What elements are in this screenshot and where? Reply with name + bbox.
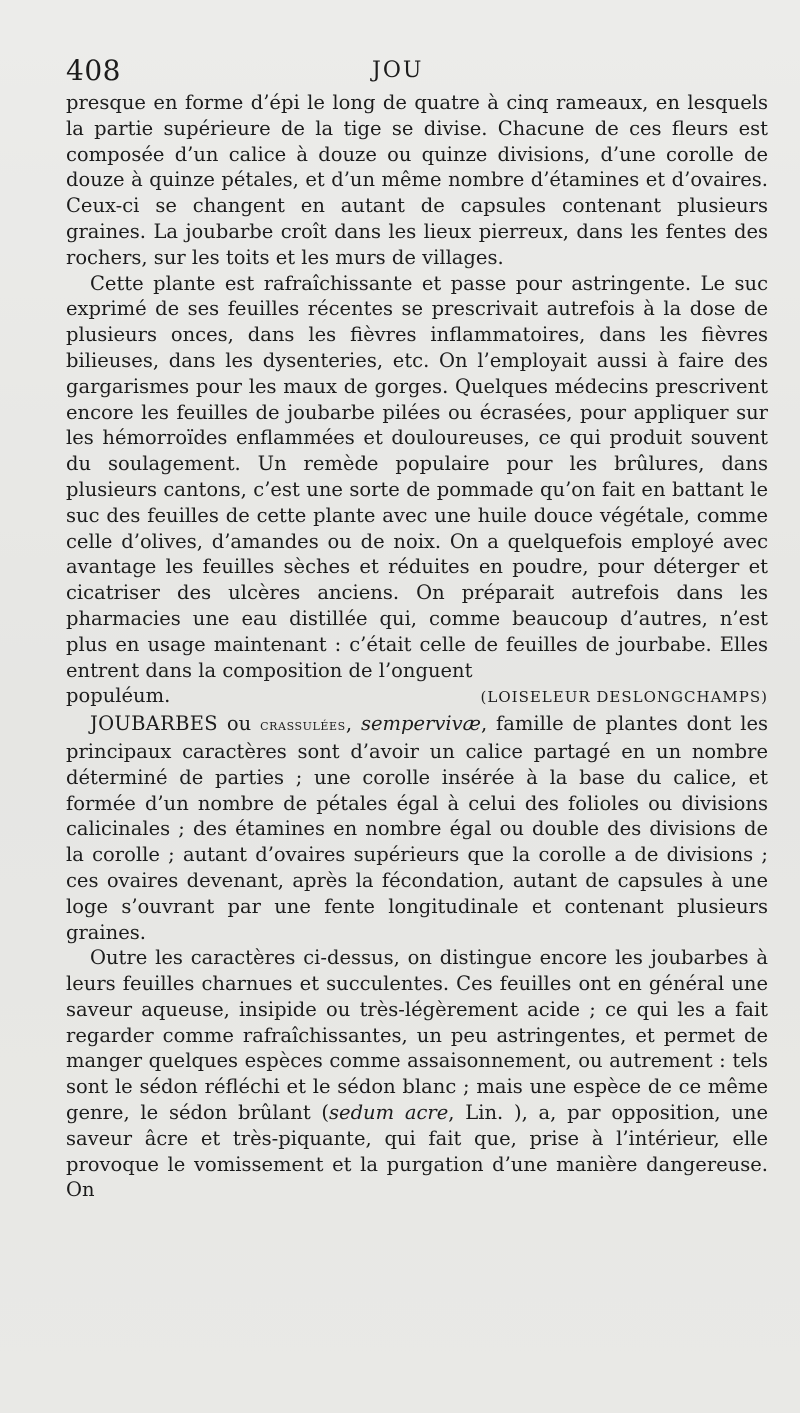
page-number: 408 — [66, 54, 121, 87]
paragraph-characters-b: , Lin. ), a, par opposition, une saveur âcre et très-piquante, qui fait que, prise à l’intérieur, elle provoque le vomissement et la purgation d’une manière dangereuse. On — [66, 1101, 768, 1202]
entry-alt-name: crassulées — [260, 716, 346, 735]
paragraph-properties — [66, 271, 768, 684]
paragraph-signature-line — [66, 683, 768, 711]
paragraph-properties-text: Cette plante est rafraîchissante et passe pour astringente. Le suc exprimé de ses feuilles récentes se prescrivait autrefois à la dose de plusieurs onces, dans les fièvres inflammatoires, dans les fièvres bilieuses, dans les dysenteries, etc. On l’employait aussi à faire des gargarismes pour les maux de gorges. Quelques médecins prescrivent encore les feuilles de joubarbe pilées ou écrasées, pour appliquer sur les hémorroïdes enflammées et douloureuses, ce qui produit souvent du soulagement. Un remède populaire pour les brûlures, dans plusieurs cantons, c’est une sorte de pommade qu’on fait en battant le suc des feuilles de cette plante avec une huile douce végétale, comme celle d’olives, d’amandes ou de noix. On a quelquefois employé avec avantage les feuilles sèches et réduites en poudre, pour déterger et cicatriser des ulcères anciens. On préparait autrefois dans les pharmacies une eau distillée qui, comme beaucoup d’autres, n’est plus en usage maintenant : c’était celle de feuilles de jourbabe. Elles entrent dans la composition de l’onguent — [66, 271, 768, 682]
entry-headword: JOUBARBES — [90, 712, 218, 736]
paragraph-continuation: presque en forme d’épi le long de quatre à cinq rameaux, en lesquels la partie supérieure de la tige se divise. Chacune de ces fleurs est composée d’un calice à douze ou quinze divisions, d’une corolle de douze à quinze pétales, et d’un même nombre d’étamines et d’ovaires. Ceux-ci se changent en autant de capsules contenant plusieurs graines. La joubarbe croît dans les lieux pierreux, dans les fentes des rochers, sur les toits et les murs de villages. — [66, 91, 768, 269]
page-header — [66, 54, 768, 90]
entry-latin-name: sempervivæ — [360, 712, 481, 736]
entry-definition: , famille de plantes dont les principaux caractères sont d’avoir un calice partagé en un nombre déterminé de parties ; une corolle insérée à la base du calice, et formée d’un nombre de pétales égal à celui des folioles ou divisions calicinales ; des étamines en nombre égal ou double des divisions de la corolle ; autant d’ovaires supérieurs que la corolle a de divisions ; ces ovaires devenant, après la fécondation, autant de capsules à une loge s’ouvrant par une fente longitudinale et contenant plusieurs graines. — [66, 712, 768, 944]
paragraph-properties-end: populéum. — [66, 684, 171, 708]
body-text — [66, 90, 768, 1203]
latin-sedum-acre: sedum acre — [329, 1101, 449, 1125]
paragraph-characters — [66, 945, 768, 1203]
author-signature: (LOISELEUR DESLONGCHAMPS) — [480, 688, 768, 707]
running-head: JOU — [372, 58, 424, 83]
entry-ou: ou — [226, 712, 252, 736]
paragraph-characters-a: Outre les caractères ci-dessus, on distingue encore les joubarbes à leurs feuilles charnues et succulentes. Ces feuilles ont en général une saveur aqueuse, insipide ou très-légèrement acide ; ce qui les a fait regarder comme rafraîchissantes, un peu astringentes, et permet de manger quelques espèces comme assaisonnement, ou autrement : tels sont le sédon réfléchi et le sédon blanc ; mais une espèce de ce même genre, le sédon brûlant ( — [66, 946, 768, 1125]
paragraph-joubarbes: JOUBARBES ou crassulées, sempervivæ, famille de plantes dont les principaux caractères sont d’avoir un calice partagé en un nombre déterminé de parties ; une corolle insérée à la base du calice, et formée d’un nombre de pétales égal à celui des folioles ou divisions calicinales ; des étamines en nombre égal ou double des divisions de la corolle ; autant d’ovaires supérieurs que la corolle a de divisions ; ces ovaires devenant, après la fécondation, autant de capsules à une loge s’ouvrant par une fente longitudinale et contenant plusieurs graines. — [66, 712, 768, 944]
